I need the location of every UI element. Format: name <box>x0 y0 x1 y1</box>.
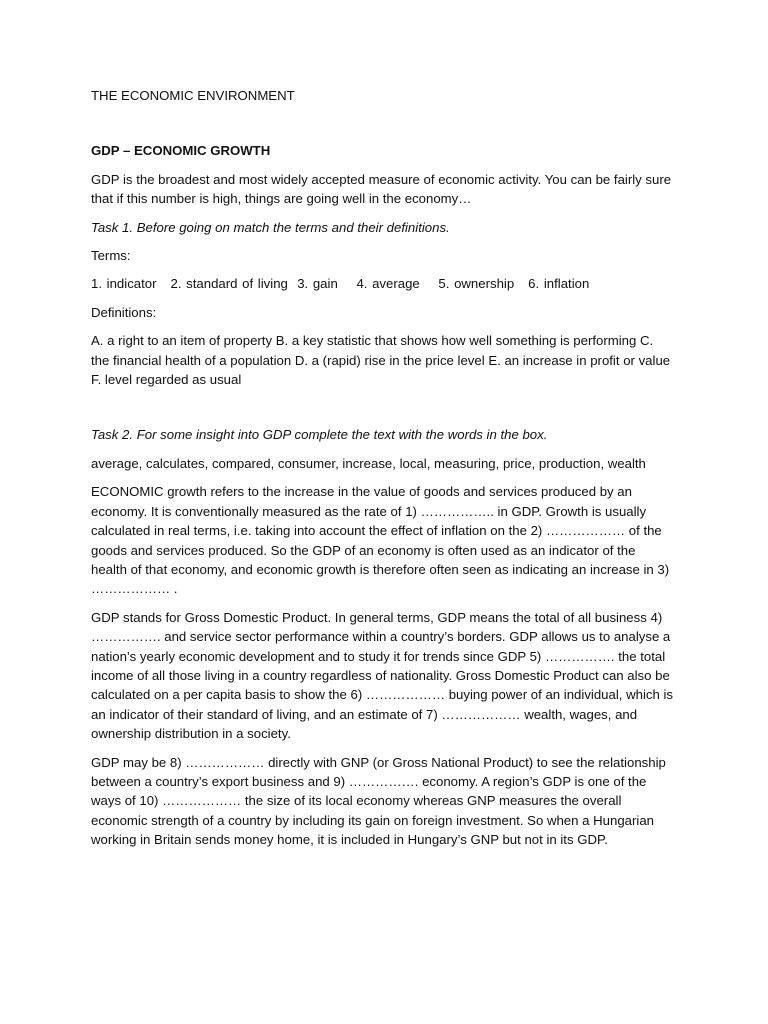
document-page <box>91 86 675 859</box>
word-box: average, calculates, compared, consumer, increase, local, measuring, price, production, wealth <box>91 455 646 471</box>
section-heading: GDP – ECONOMIC GROWTH <box>91 143 271 159</box>
terms-label: Terms: <box>91 248 131 264</box>
task1-instruction: Task 1. Before going on match the terms and their definitions. <box>91 219 450 235</box>
gap-fill-paragraph-2: GDP stands for Gross Domestic Product. In general terms, GDP means the total of all business 4) ……………. and service sector performance within a country’s borders. GDP allows us to analyse a nation’s yearly economic development and to study it for trends since GDP 5) ……………. the total income of all those living in a country regardless of nationality. Gross Domestic Product can also be calculated on a per capita basis to show the 6) ……………… buying power of an individual, which is an indicator of their standard of living, and an estimate of 7) ……………… wealth, wages, and ownership distribution in a society. <box>91 609 674 742</box>
terms-list: 1. indicator 2. standard of living 3. gain 4. average 5. ownership 6. inflation <box>91 276 590 292</box>
gap-fill-paragraph-1: ECONOMIC growth refers to the increase in the value of goods and services produced by an economy. It is conventionally measured as the rate of 1) …………….. in GDP. Growth is usually calculated in real terms, i.e. taking into account the effect of inflation on the 2) ……………… of the goods and services produced. So the GDP of an economy is often used as an indicator of the health of that economy, and economic growth is therefore often seen as indicating an increase in 3) ……………… . <box>91 484 670 597</box>
definitions-label: Definitions: <box>91 304 157 320</box>
task2-instruction: Task 2. For some insight into GDP complete the text with the words in the box. <box>91 427 548 443</box>
gap-fill-paragraph-3: GDP may be 8) ……………… directly with GNP (or Gross National Product) to see the relationship between a country’s export business and 9) ……………. economy. A region’s GDP is one of the ways of 10) ……………… the size of its local economy whereas GNP measures the overall economic strength of a country by including its gain on foreign investment. So when a Hungarian working in Britain sends money home, it is included in Hungary’s GNP but not in its GDP. <box>91 754 666 848</box>
document-title: THE ECONOMIC ENVIRONMENT <box>91 88 295 103</box>
definitions-text: A. a right to an item of property B. a key statistic that shows how well something is performing C. the financial health of a population D. a (rapid) rise in the price level E. an increase in profit or value F. level regarded as usual <box>91 333 671 388</box>
intro-paragraph: GDP is the broadest and most widely accepted measure of economic activity. You can be fairly sure that if this number is high, things are going well in the economy… <box>91 171 672 207</box>
